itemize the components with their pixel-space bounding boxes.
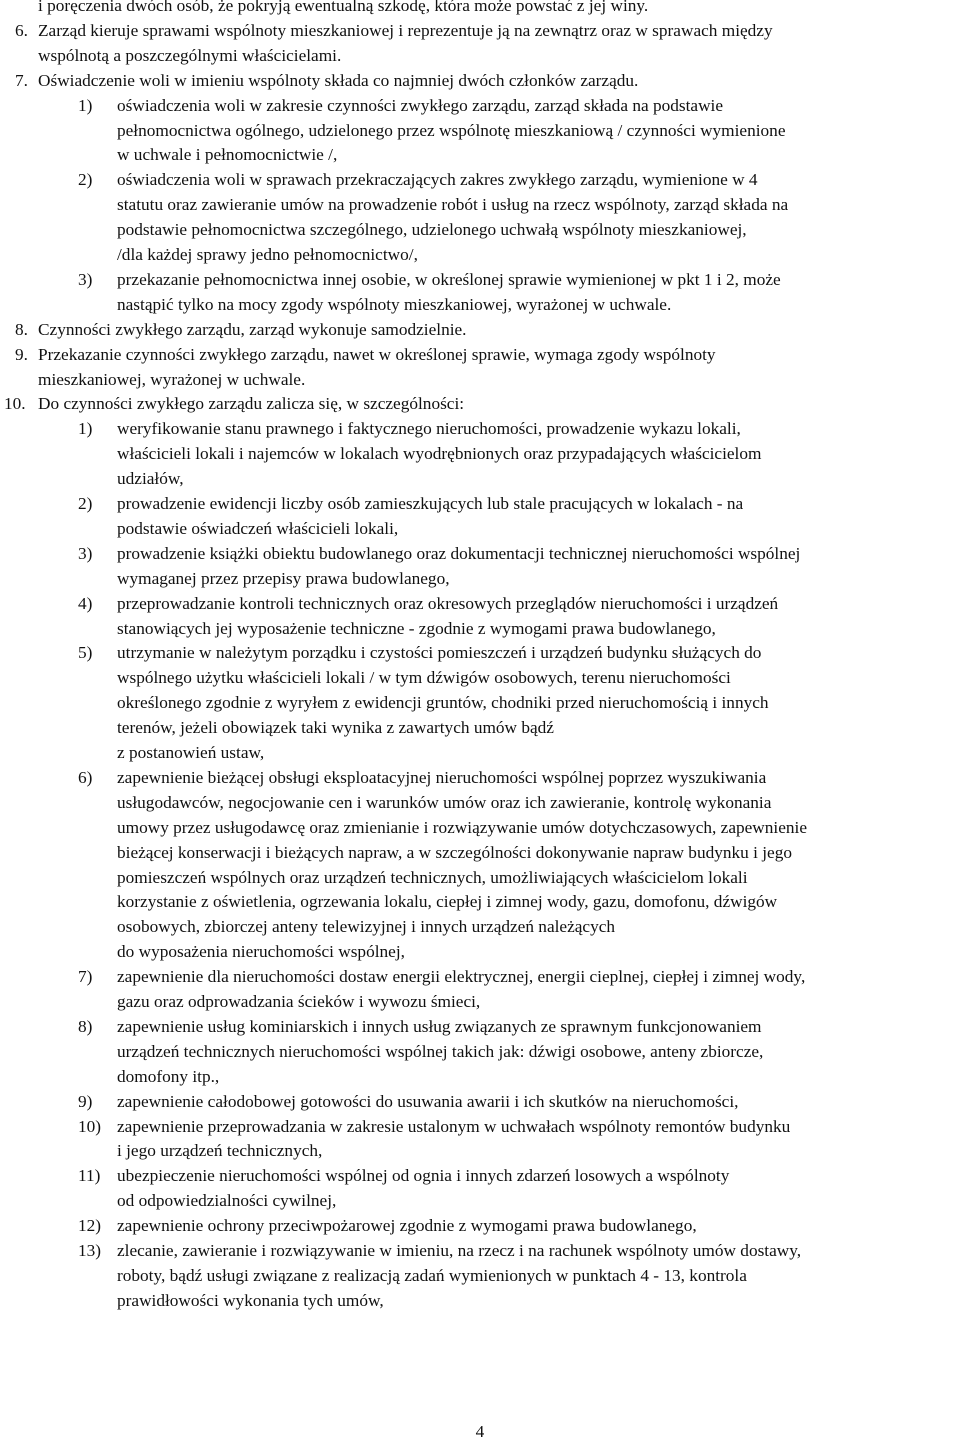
subpoint-line: weryfikowanie stanu prawnego i faktycznego nieruchomości, prowadzenie wykazu lokali, bbox=[117, 419, 741, 439]
subpoint-line: pełnomocnictwa ogólnego, udzielonego przez wspólnotę mieszkaniową / czynności wymienione bbox=[117, 120, 786, 140]
subpoint-line: usługodawców, negocjowanie cen i warunków umów oraz ich zawieranie, kontrolę wykonania bbox=[117, 792, 772, 812]
subpoint-line: prowadzenie ewidencji liczby osób zamieszkujących lub stale pracujących w lokalach - na bbox=[117, 494, 744, 513]
continuation-text: i poręczenia dwóch osób, że pokryją ewentualną szkodę, która może powstać z jej winy. bbox=[38, 0, 649, 15]
subpoint-number: 10) bbox=[78, 1116, 102, 1136]
subpoint-line: oświadczenia woli w zakresie czynności zwykłego zarządu, zarząd składa na podstawie bbox=[117, 95, 724, 115]
subpoint-line: zapewnienie dla nieruchomości dostaw energii elektrycznej, energii cieplnej, ciepłej i zimnej wody, bbox=[117, 967, 806, 987]
subpoint-line: terenów, jeżeli obowiązek taki wynika z zawartych umów bądź bbox=[117, 718, 554, 738]
subpoint-number: 11) bbox=[78, 1166, 101, 1186]
subpoint-number: 5) bbox=[78, 643, 93, 663]
point-line: mieszkaniowej, wyrażonej w uchwale. bbox=[38, 369, 306, 389]
point-number: 7. bbox=[15, 70, 28, 90]
subpoint-line: prowadzenie książki obiektu budowlanego oraz dokumentacji technicznej nieruchomości wspólnej bbox=[117, 543, 801, 563]
point-number: 9. bbox=[15, 344, 28, 364]
subpoint-number: 4) bbox=[78, 593, 93, 613]
subpoint-line: utrzymanie w należytym porządku i czystości pomieszczeń i urządzeń budynku służących do bbox=[117, 643, 762, 663]
point-number: 6. bbox=[15, 20, 28, 40]
subpoint-line: oświadczenia woli w sprawach przekraczających zakres zwykłego zarządu, wymienione w 4 bbox=[117, 170, 758, 190]
subpoint-number: 13) bbox=[78, 1241, 102, 1260]
subpoint-number: 2) bbox=[78, 170, 93, 190]
subpoint-line: przekazanie pełnomocnictwa innej osobie, w określonej sprawie wymienionej w pkt 1 i 2, może bbox=[117, 269, 781, 289]
point-line: wspólnotą a poszczególnymi właścicielami. bbox=[38, 45, 342, 65]
subpoint-line: statutu oraz zawieranie umów na prowadzenie robót i usług na rzecz wspólnoty, zarząd składa na bbox=[117, 195, 789, 215]
subpoint-line: wymaganej przez przepisy prawa budowlanego, bbox=[117, 568, 450, 588]
subpoint-line: w uchwale i pełnomocnictwie /, bbox=[117, 145, 338, 165]
subpoint-line: umowy przez usługodawcę oraz zmienianie i rozwiązywanie umów dotychczasowych, zapewnienie bbox=[117, 817, 808, 837]
subpoint-line: zapewnienie całodobowej gotowości do usuwania awarii i ich skutków na nieruchomości, bbox=[117, 1091, 739, 1111]
subpoint-line: domofony itp., bbox=[117, 1066, 220, 1086]
point-number: 10. bbox=[4, 394, 26, 414]
subpoint-line: do wyposażenia nieruchomości wspólnej, bbox=[117, 942, 405, 962]
point-line: Przekazanie czynności zwykłego zarządu, nawet w określonej sprawie, wymaga zgody wspólnoty bbox=[38, 344, 716, 364]
subpoint-line: /dla każdej sprawy jedno pełnomocnictwo/, bbox=[117, 245, 418, 264]
subpoint-line: roboty, bądź usługi związane z realizacją zadań wymienionych w punktach 4 - 13, kontrola bbox=[117, 1265, 747, 1285]
subpoint-line: zapewnienie ochrony przeciwpożarowej zgodnie z wymogami prawa budowlanego, bbox=[117, 1216, 697, 1236]
point-line: Czynności zwykłego zarządu, zarząd wykonuje samodzielnie. bbox=[38, 319, 467, 339]
subpoint-line: i jego urządzeń technicznych, bbox=[117, 1141, 323, 1161]
subpoint-line: nastąpić tylko na mocy zgody wspólnoty mieszkaniowej, wyrażonej w uchwale. bbox=[117, 294, 672, 314]
subpoint-line: ubezpieczenie nieruchomości wspólnej od ognia i innych zdarzeń losowych a wspólnoty bbox=[117, 1166, 730, 1186]
subpoint-line: korzystanie z oświetlenia, ogrzewania lokalu, ciepłej i zimnej wody, gazu, domofonu, dźwigów bbox=[117, 892, 778, 912]
subpoint-number: 3) bbox=[78, 543, 93, 563]
subpoint-line: zapewnienie usług kominiarskich i innych usług związanych ze sprawnym funkcjonowaniem bbox=[117, 1016, 762, 1036]
subpoint-line: podstawie oświadczeń właścicieli lokali, bbox=[117, 518, 399, 538]
subpoint-number: 8) bbox=[78, 1016, 93, 1036]
point-number: 8. bbox=[15, 319, 28, 339]
subpoint-line: zapewnienie przeprowadzania w zakresie ustalonym w uchwałach wspólnoty remontów budynku bbox=[117, 1116, 791, 1136]
subpoint-line: gazu oraz odprowadzania ścieków i wywozu śmieci, bbox=[117, 992, 481, 1011]
subpoint-line: określonego zgodnie z wyryłem z ewidencji gruntów, chodniki przed nieruchomością i innych bbox=[117, 693, 769, 713]
subpoint-line: bieżącej konserwacji i bieżących napraw, a w szczególności dokonywanie napraw budynku i jego bbox=[117, 842, 792, 862]
subpoint-line: zlecanie, zawieranie i rozwiązywanie w imieniu, na rzecz i na rachunek wspólnoty umów dostawy, bbox=[117, 1241, 802, 1260]
subpoint-line: przeprowadzanie kontroli technicznych oraz okresowych przeglądów nieruchomości i urządzeń bbox=[117, 593, 779, 613]
point-line: Oświadczenie woli w imieniu wspólnoty składa co najmniej dwóch członków zarządu. bbox=[38, 70, 639, 90]
subpoint-line: z postanowień ustaw, bbox=[117, 743, 265, 762]
page-number: 4 bbox=[475, 1422, 485, 1441]
subpoint-line: pomieszczeń wspólnych oraz urządzeń technicznych, umożliwiających właścicielom lokali bbox=[117, 867, 748, 887]
subpoint-number: 6) bbox=[78, 767, 93, 787]
subpoint-line: prawidłowości wykonania tych umów, bbox=[117, 1290, 384, 1310]
subpoint-number: 3) bbox=[78, 269, 93, 289]
subpoint-line: urządzeń technicznych nieruchomości wspólnej takich jak: dźwigi osobowe, anteny zbiorcze, bbox=[117, 1041, 764, 1061]
subpoint-line: wspólnego użytku właścicieli lokali / w tym dźwigów osobowych, terenu nieruchomości bbox=[117, 668, 731, 688]
subpoint-line: właścicieli lokali i najemców w lokalach wyodrębnionych oraz przypadających właścicielom bbox=[117, 444, 762, 464]
point-line: Do czynności zwykłego zarządu zalicza się, w szczególności: bbox=[38, 394, 465, 414]
subpoint-number: 1) bbox=[78, 419, 93, 439]
point-line: Zarząd kieruje sprawami wspólnoty mieszkaniowej i reprezentuje ją na zewnątrz oraz w sprawach między bbox=[38, 20, 773, 40]
subpoint-line: zapewnienie bieżącej obsługi eksploatacyjnej nieruchomości wspólnej poprzez wyszukiwania bbox=[117, 767, 767, 787]
subpoint-line: udziałów, bbox=[117, 469, 184, 489]
subpoint-line: osobowych, zbiorczej anteny telewizyjnej i innych urządzeń należących bbox=[117, 917, 616, 937]
subpoint-number: 2) bbox=[78, 494, 93, 513]
subpoint-line: od odpowiedzialności cywilnej, bbox=[117, 1191, 337, 1211]
subpoint-number: 1) bbox=[78, 95, 93, 115]
subpoint-line: stanowiących jej wyposażenie techniczne - zgodnie z wymogami prawa budowlanego, bbox=[117, 618, 716, 638]
subpoint-number: 7) bbox=[78, 967, 93, 987]
subpoint-number: 9) bbox=[78, 1091, 93, 1111]
subpoint-number: 12) bbox=[78, 1216, 102, 1236]
subpoint-line: podstawie pełnomocnictwa szczególnego, udzielonego uchwałą wspólnoty mieszkaniowej, bbox=[117, 220, 747, 240]
